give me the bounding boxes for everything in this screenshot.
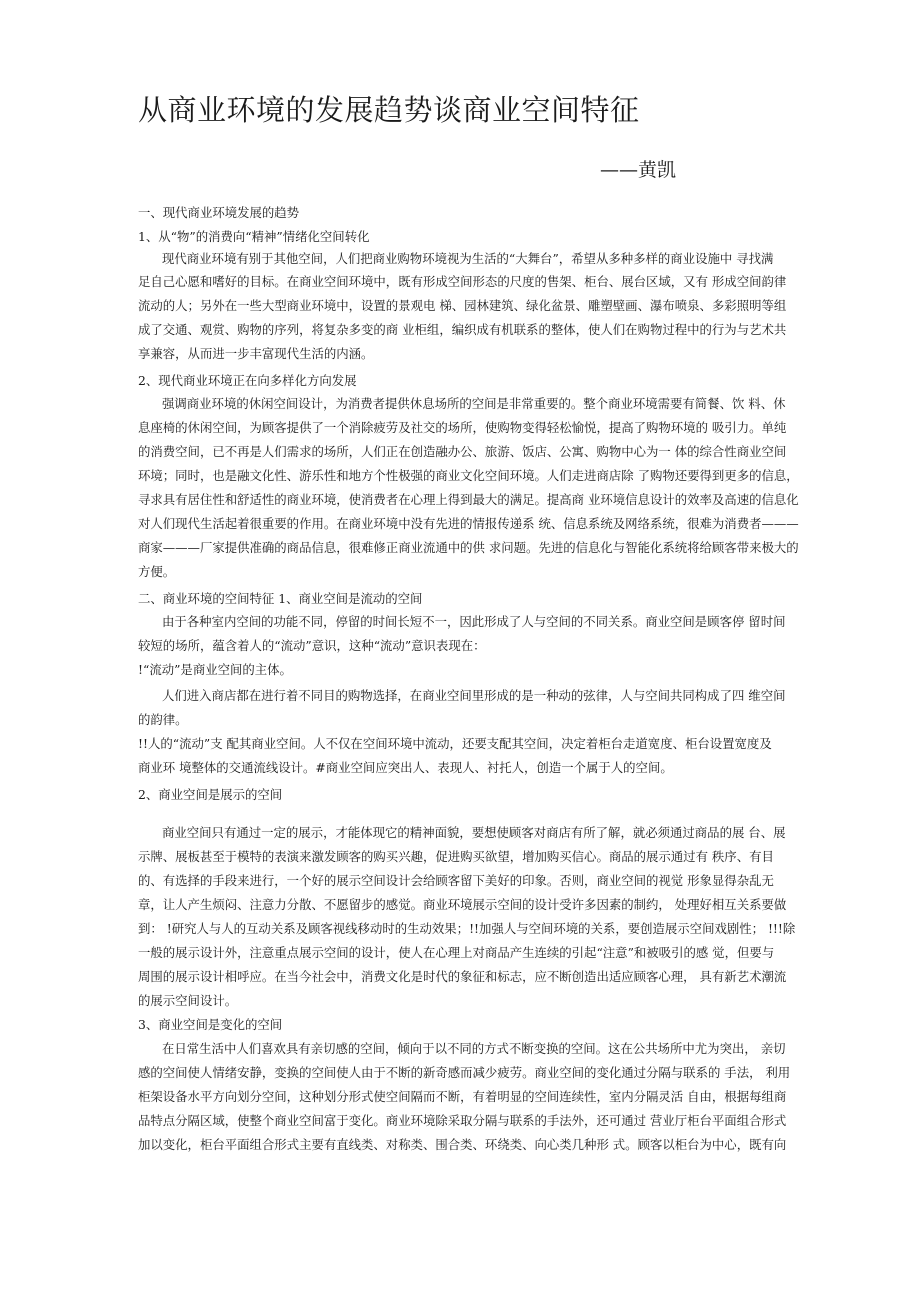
body-line: 2、现代商业环境正在向多样化方向发展 (138, 373, 357, 388)
body-line: 周围的展示设计相呼应。在当今社会中，消费文化是时代的象征和标志，应不断创造出适应顾客心理， 具有新艺术潮流 (138, 969, 787, 984)
body-line: 的、有选择的手段来进行，一个好的展示空间设计会给顾客留下美好的印象。否则，商业空间的视觉 形象显得杂乱无 (138, 873, 774, 888)
body-line: 较短的场所，蕴含着人的“流动”意识，这种“流动”意识表现在： (138, 638, 486, 653)
body-line: 章，让人产生烦闷、注意力分散、不愿留步的感觉。商业环境展示空间的设计受许多因素的制约， 处理好相互关系要做 (138, 897, 787, 912)
body-line: 加以变化，柜台平面组合形式主要有直线类、对称类、围合类、环绕类、向心类几种形 式。顾客以柜台为中心，既有向 (138, 1137, 787, 1152)
author-byline: ——黄凯 (600, 159, 677, 181)
body-line: 强调商业环境的休闲空间设计，为消费者提供休息场所的空间是非常重要的。整个商业环境需要有简餐、饮 料、休 (162, 396, 786, 411)
body-line: 的韵律。 (138, 712, 188, 727)
body-line: 二、商业环境的空间特征 1、商业空间是流动的空间 (138, 591, 423, 606)
body-line: 成了交通、观赏、购物的序列，将复杂多变的商 业柜组，编织成有机联系的整体，使人们在购物过程中的行为与艺术共 (138, 322, 787, 337)
body-line: 示牌、展板甚至于模特的表演来激发顾客的购买兴趣，促进购买欲望，增加购买信心。商品的展示通过有 秩序、有目 (138, 849, 774, 864)
body-line: 3、商业空间是变化的空间 (138, 1017, 283, 1032)
body-line: 方便。 (138, 564, 176, 579)
body-line: 人们进入商店都在进行着不同目的购物选择，在商业空间里形成的是一种动的弦律，人与空间共同构成了四 维空间 (162, 688, 786, 703)
body-line: 流动的人；另外在一些大型商业环境中，设置的景观电 梯、园林建筑、绿化盆景、雕塑壁画、瀑布喷泉、多彩照明等组 (138, 298, 787, 313)
body-line: 对人们现代生活起着很重要的作用。在商业环境中没有先进的情报传递系 统、信息系统及网络系统，很难为消费者——— (138, 516, 799, 531)
body-line: 感的空间使人情绪安静，变换的空间使人由于不断的新奇感而减少疲劳。商业空间的变化通过分隔与联系的 手法， 利用 (138, 1065, 791, 1080)
body-line: !“流动”是商业空间的主体。 (138, 662, 292, 677)
body-line: 由于各种室内空间的功能不同，停留的时间长短不一，因此形成了人与空间的不同关系。商业空间是顾客停 留时间 (162, 614, 786, 629)
body-line: 商业环 境整体的交通流线设计。#商业空间应突出人、表现人、衬托人，创造一个属于人的空间。 (138, 760, 673, 775)
body-line: !!人的“流动”支 配其商业空间。人不仅在空间环境中流动，还要支配其空间，决定着柜台走道宽度、柜台设置宽度及 (138, 736, 772, 751)
body-line: 寻求具有居住性和舒适性的商业环境，使消费者在心理上得到最大的满足。提高商 业环境信息设计的效率及高速的信息化 (138, 492, 799, 507)
body-line: 商家———厂家提供准确的商品信息，很难修正商业流通中的供 求问题。先进的信息化与智能化系统将给顾客带来极大的 (138, 540, 799, 555)
body-line: 一般的展示设计外，注意重点展示空间的设计，使人在心理上对商品产生连续的引起“注意”和被吸引的感 觉，但要与 (138, 945, 775, 960)
body-line: 息座椅的休闲空间，为顾客提供了一个消除疲劳及社交的场所，使购物变得轻松愉悦，提高了购物环境的 吸引力。单纯 (138, 420, 787, 435)
body-line: 品特点分隔区域，使整个商业空间富于变化。商业环境除采取分隔与联系的手法外，还可通过 营业厅柜台平面组合形式 (138, 1113, 787, 1128)
document-title: 从商业环境的发展趋势谈商业空间特征 (138, 93, 640, 127)
body-line: 一、现代商业环境发展的趋势 (138, 205, 300, 220)
body-line: 享兼容，从而进一步丰富现代生活的内涵。 (138, 346, 374, 361)
body-line: 到： !研究人与人的互动关系及顾客视线移动时的生动效果；!!加强人与空间环境的关系，要创造展示空间戏剧性； !!!除 (138, 921, 796, 936)
body-line: 现代商业环境有别于其他空间，人们把商业购物环境视为生活的“大舞台”，希望从多种多样的商业设施中 寻找满 (162, 251, 774, 266)
body-line: 柜架设备水平方向划分空间，这种划分形式使空间隔而不断，有着明显的空间连续性，室内分隔灵活 自由，根据每组商 (138, 1089, 787, 1104)
body-line: 1、从“物”的消费向“精神”情绪化空间转化 (138, 229, 370, 244)
body-line: 2、商业空间是展示的空间 (138, 787, 283, 802)
body-line: 商业空间只有通过一定的展示，才能体现它的精神面貌，要想使顾客对商店有所了解，就必须通过商品的展 台、展 (162, 825, 786, 840)
body-line: 的展示空间设计。 (138, 993, 238, 1008)
body-line: 在日常生活中人们喜欢具有亲切感的空间，倾向于以不同的方式不断变换的空间。这在公共场所中尤为突出， 亲切 (162, 1041, 786, 1056)
body-line: 足自己心愿和嗜好的目标。在商业空间环境中，既有形成空间形态的尺度的售架、柜台、展台区域，又有 形成空间韵律 (138, 274, 787, 289)
body-line: 的消费空间，已不再是人们需求的场所，人们正在创造融办公、旅游、饭店、公寓、购物中心为一 体的综合性商业空间 (138, 444, 787, 459)
body-line: 环境；同时，也是融文化性、游乐性和地方个性极强的商业文化空间环境。人们走进商店除 了购物还要得到更多的信息， (138, 468, 799, 483)
